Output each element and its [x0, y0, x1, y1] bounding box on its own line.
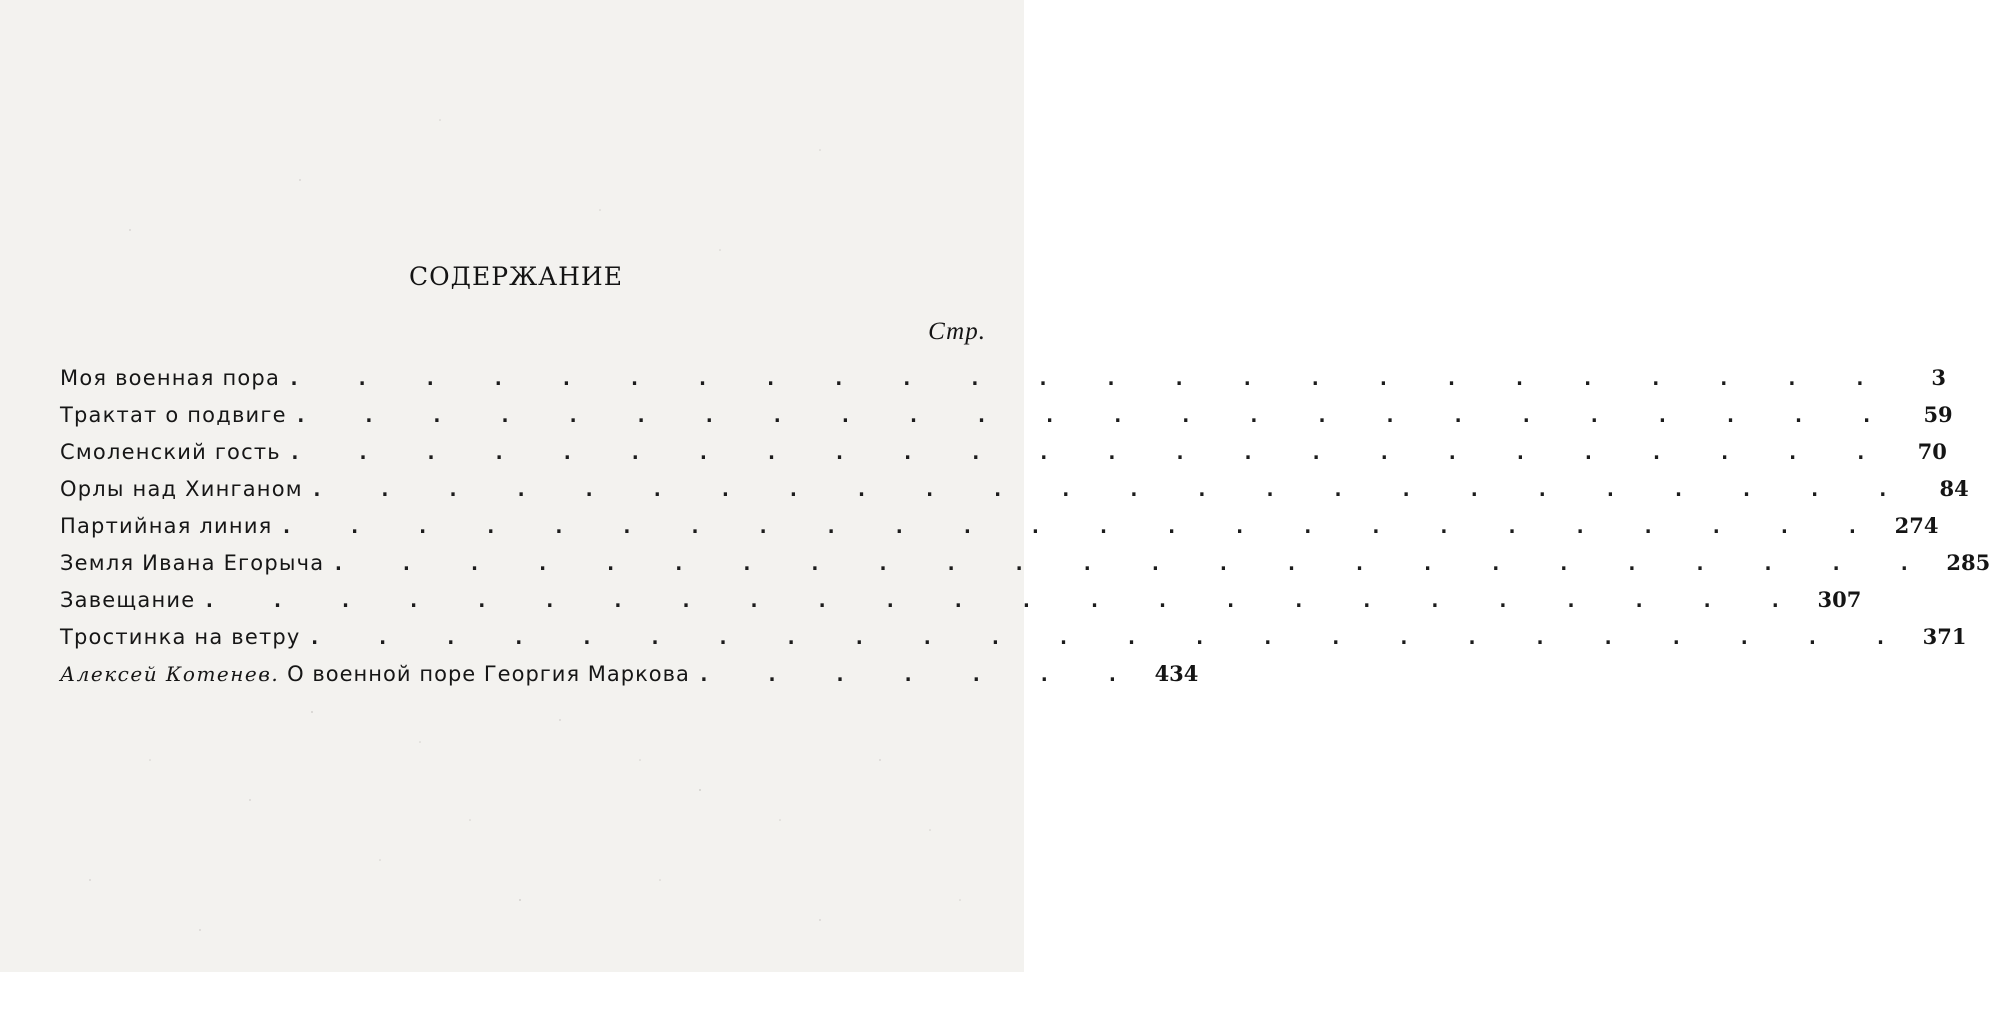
entry-page: 434 [1154, 661, 1199, 686]
toc-entry [60, 550, 1990, 587]
toc-entry [60, 624, 1967, 661]
dot-leader: . . . . . . . . . . . . . . . . . . . . . . . . [294, 403, 1895, 427]
dot-leader: . . . . . . . . . . . . . . . . . . . . . . . . [280, 514, 1881, 538]
entry-page: 3 [1931, 365, 1946, 390]
entry-title: Тростинка на ветру [60, 625, 301, 649]
entry-title: Моя военная пора [60, 366, 281, 390]
afterword-title [60, 662, 698, 686]
entry-page: 59 [1923, 402, 1953, 427]
toc-entry [60, 439, 1947, 476]
afterword-author: Алексей Котенев. [60, 662, 280, 686]
entry-page: 285 [1946, 550, 1990, 575]
toc-entry [60, 476, 1969, 513]
toc-entry [60, 402, 1953, 439]
toc-entry [60, 587, 1862, 624]
contents-heading: СОДЕРЖАНИЕ [409, 262, 623, 291]
entry-title: Партийная линия [60, 514, 273, 538]
toc-entry [60, 513, 1939, 550]
page-bottom-margin [0, 972, 1024, 1024]
table-of-contents [60, 365, 1990, 698]
dot-leader: . . . . . . . . . . . . . . . . . . . . . . . . [332, 551, 1933, 575]
dot-leader: . . . . . . . . . . . . . . . . . . . . . . . . [308, 625, 1909, 649]
entry-title: Трактат о подвиге [60, 403, 287, 427]
dot-leader: . . . . . . . . . . . . . . . . . . . . . . . . [203, 588, 1804, 612]
entry-page: 84 [1939, 476, 1969, 501]
dot-leader: . . . . . . . . . . . . . . . . . . . . . . . . [310, 477, 1911, 501]
toc-entry-afterword [60, 661, 1199, 698]
entry-page: 371 [1922, 624, 1967, 649]
entry-page: 70 [1917, 439, 1947, 464]
entry-page: 307 [1817, 587, 1862, 612]
entry-page: 274 [1894, 513, 1939, 538]
dot-leader: . . . . . . . . . . . . . . . . . . . . . . . . [288, 366, 1888, 390]
page-column-label: Стр. [928, 318, 986, 345]
entry-title: Орлы над Хинганом [60, 477, 303, 501]
afterword-essay-part2: поре Георгия Маркова [419, 662, 690, 686]
entry-title: Смоленский гость [60, 440, 281, 464]
entry-title: Земля Ивана Егорыча [60, 551, 325, 575]
entry-title: Завещание [60, 588, 196, 612]
toc-entry [60, 365, 1946, 402]
afterword-essay-part1: О военной [287, 662, 412, 686]
dot-leader: . . . . . . . [697, 662, 1141, 686]
dot-leader: . . . . . . . . . . . . . . . . . . . . . . . . [288, 440, 1889, 464]
